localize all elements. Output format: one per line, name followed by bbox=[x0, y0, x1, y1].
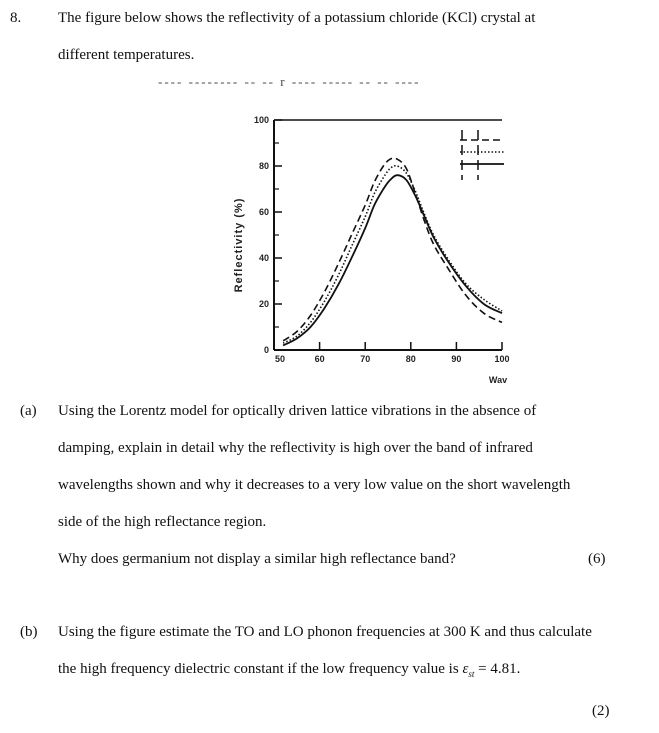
series-line-solid bbox=[283, 175, 502, 345]
x-tick-label-70: 70 bbox=[360, 354, 371, 364]
part-a-line4: side of the high reflectance region. bbox=[58, 514, 267, 530]
chart-title-cut: ---- -------- -- -- r ---- ----- -- -- ---- bbox=[158, 74, 421, 89]
part-b-line2-text: the high frequency dielectric constant if the low frequency value is bbox=[58, 661, 459, 677]
chart-legend bbox=[460, 130, 504, 180]
x-tick-label-90: 90 bbox=[451, 354, 462, 364]
x-tick-label-80: 80 bbox=[405, 354, 416, 364]
chart-series bbox=[283, 158, 502, 345]
part-a-label: (a) bbox=[20, 403, 37, 419]
chart-axes bbox=[274, 120, 502, 350]
y-tick-label-60: 60 bbox=[258, 207, 269, 217]
y-tick-label-80: 80 bbox=[258, 161, 269, 171]
part-a-line3: wavelengths shown and why it decreases to a very low value on the short wavelength bbox=[58, 477, 571, 493]
part-b-line2 bbox=[58, 660, 520, 679]
series-line-dashed bbox=[283, 158, 502, 341]
question-number: 8. bbox=[10, 10, 22, 26]
reflectivity-chart bbox=[150, 70, 520, 390]
epsilon-value: = 4.81. bbox=[478, 661, 521, 677]
part-a-marks: (6) bbox=[588, 551, 606, 567]
part-b-marks: (2) bbox=[592, 703, 610, 719]
epsilon-symbol: ε bbox=[462, 661, 469, 677]
y-tick-label-0: 0 bbox=[263, 345, 269, 355]
y-tick-label-40: 40 bbox=[258, 253, 269, 263]
x-tick-label-100: 100 bbox=[494, 354, 510, 364]
y-tick-label-20: 20 bbox=[258, 299, 269, 309]
part-a-line5: Why does germanium not display a similar high reflectance band? bbox=[58, 551, 456, 567]
part-b-label: (b) bbox=[20, 624, 38, 640]
x-axis-label: Wav bbox=[488, 375, 508, 385]
x-tick-label-50: 50 bbox=[274, 354, 286, 364]
part-b-line1: Using the figure estimate the TO and LO phonon frequencies at 300 K and thus calculate bbox=[58, 624, 592, 640]
epsilon-subscript: st bbox=[468, 669, 475, 679]
x-tick-label-60: 60 bbox=[314, 354, 325, 364]
question-intro-line1: The figure below shows the reflectivity of a potassium chloride (KCl) crystal at bbox=[58, 10, 536, 26]
y-tick-label-100: 100 bbox=[253, 115, 269, 125]
question-intro-line2: different temperatures. bbox=[58, 47, 195, 63]
y-axis-label: Reflectivity (%) bbox=[233, 197, 245, 293]
part-a-line2: damping, explain in detail why the reflectivity is high over the band of infrared bbox=[58, 440, 533, 456]
part-a-line1: Using the Lorentz model for optically driven lattice vibrations in the absence of bbox=[58, 403, 537, 419]
series-line-dotted bbox=[283, 166, 502, 343]
